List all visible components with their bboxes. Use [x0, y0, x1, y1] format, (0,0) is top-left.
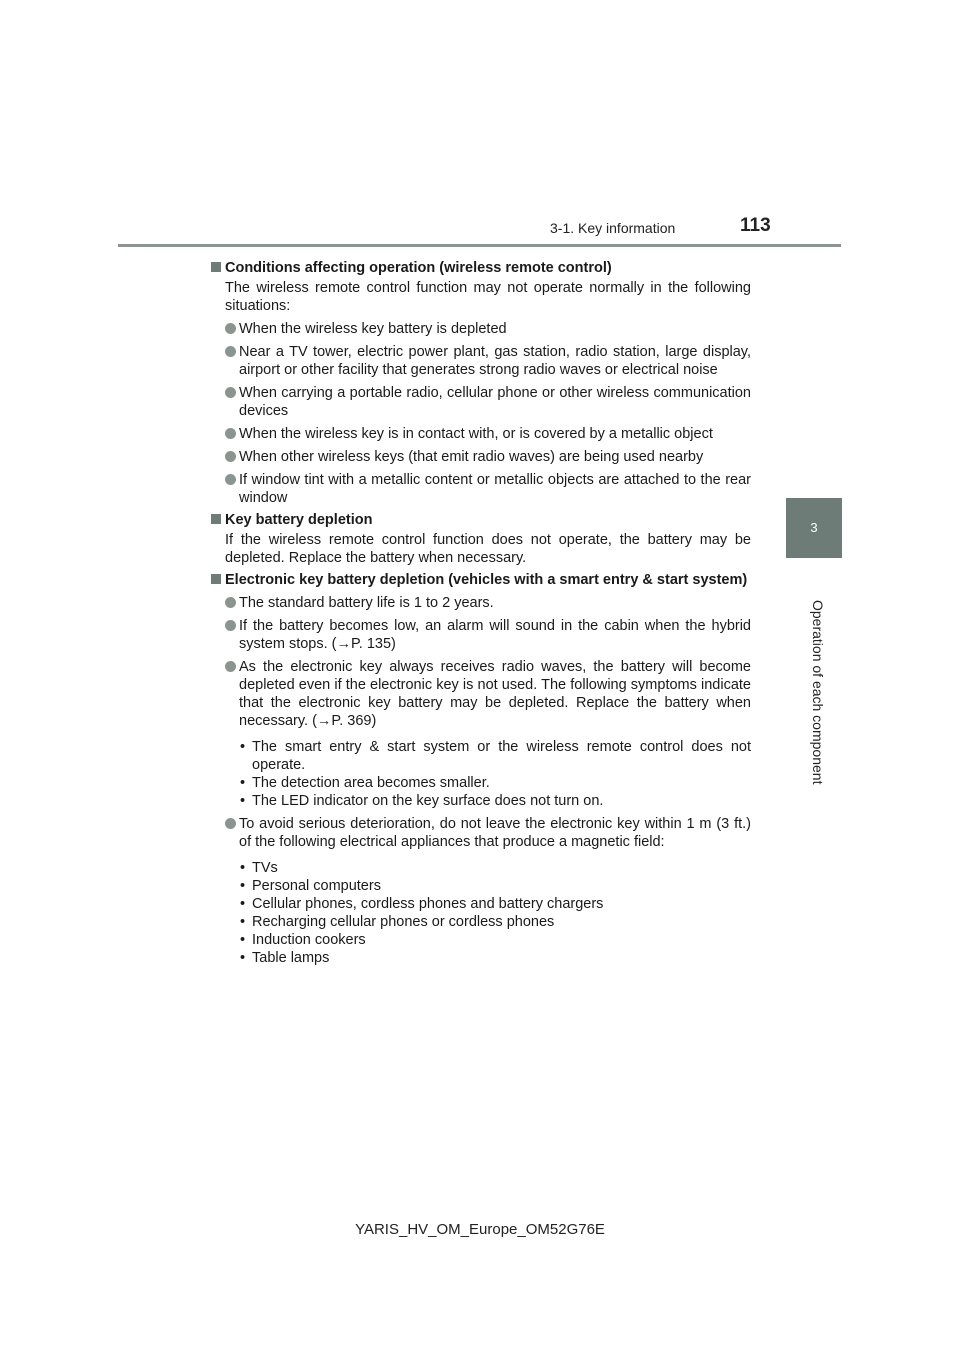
appliance-list — [225, 859, 751, 967]
sub-list-item: • The LED indicator on the key surface does not turn on. — [238, 792, 751, 810]
section-heading: Electronic key battery depletion (vehicles with a smart entry & start system) — [225, 572, 748, 588]
chapter-title: Operation of each component — [810, 600, 826, 785]
list-item — [225, 471, 751, 507]
sub-list-item: • Induction cookers — [238, 931, 751, 949]
list-item-text: If window tint with a metallic content or metallic objects are attached to the rear window — [239, 472, 751, 506]
circle-bullet-icon — [225, 620, 236, 631]
sub-list-item: • Cellular phones, cordless phones and battery chargers — [238, 895, 751, 913]
symptom-list — [225, 738, 751, 810]
list-item-text: The standard battery life is 1 to 2 years. — [239, 595, 494, 611]
sub-list-item: • Personal computers — [238, 877, 751, 895]
circle-bullet-icon — [225, 451, 236, 462]
page-number: 113 — [740, 215, 771, 236]
document-code: YARIS_HV_OM_Europe_OM52G76E — [355, 1221, 605, 1238]
circle-bullet-icon — [225, 428, 236, 439]
square-bullet-icon — [211, 514, 221, 524]
section-conditions — [211, 259, 751, 507]
list-item-text: When other wireless keys (that emit radio waves) are being used nearby — [239, 449, 704, 465]
list-item-text: When carrying a portable radio, cellular phone or other wireless communication devices — [239, 385, 751, 419]
square-bullet-icon — [211, 262, 221, 272]
list-item-text: When the wireless key battery is depleted — [239, 321, 507, 337]
sub-list-item: • The smart entry & start system or the wireless remote control does not operate. — [238, 738, 751, 774]
circle-bullet-icon — [225, 597, 236, 608]
circle-bullet-icon — [225, 323, 236, 334]
section-heading: Key battery depletion — [225, 512, 373, 528]
list-item — [225, 320, 751, 338]
list-item — [225, 658, 751, 730]
chapter-number: 3 — [810, 520, 818, 535]
sub-list-item: • The detection area becomes smaller. — [238, 774, 751, 792]
section-text: The wireless remote control function may not operate normally in the following situations: — [225, 280, 751, 314]
circle-bullet-icon — [225, 474, 236, 485]
list-item-text: As the electronic key always receives radio waves, the battery will become depleted even if the electronic key is not used. The following symptoms indicate that the electronic key battery may be depleted. Replace the battery when necessary. (→P. 369) — [239, 659, 751, 729]
circle-bullet-icon — [225, 818, 236, 829]
section-text: If the wireless remote control function does not operate, the battery may be depleted. Replace the battery when necessary. — [225, 532, 751, 566]
list-item-text: To avoid serious deterioration, do not leave the electronic key within 1 m (3 ft.) of the following electrical appliances that produce a magnetic field: — [239, 816, 751, 850]
section-key-battery — [211, 511, 751, 567]
circle-bullet-icon — [225, 661, 236, 672]
list-item — [225, 384, 751, 420]
section-heading: Conditions affecting operation (wireless remote control) — [225, 260, 612, 276]
list-item — [225, 448, 751, 466]
list-item — [225, 617, 751, 653]
sub-list-item: • Recharging cellular phones or cordless phones — [238, 913, 751, 931]
sub-list-item: • Table lamps — [238, 949, 751, 967]
list-item — [225, 815, 751, 851]
list-item-text: Near a TV tower, electric power plant, gas station, radio station, large display, airport or other facility that generates strong radio waves or electrical noise — [239, 344, 751, 378]
list-item — [225, 594, 751, 612]
circle-bullet-icon — [225, 387, 236, 398]
sub-list-item: • TVs — [238, 859, 751, 877]
square-bullet-icon — [211, 574, 221, 584]
page-content — [211, 255, 751, 967]
header-divider — [118, 244, 841, 247]
list-item-text: If the battery becomes low, an alarm will sound in the cabin when the hybrid system stops. (→P. 135) — [239, 618, 751, 652]
list-item-text: When the wireless key is in contact with, or is covered by a metallic object — [239, 426, 713, 442]
circle-bullet-icon — [225, 346, 236, 357]
section-title: 3-1. Key information — [550, 220, 676, 236]
list-item — [225, 425, 751, 443]
section-electronic-key — [211, 571, 751, 967]
list-item — [225, 343, 751, 379]
